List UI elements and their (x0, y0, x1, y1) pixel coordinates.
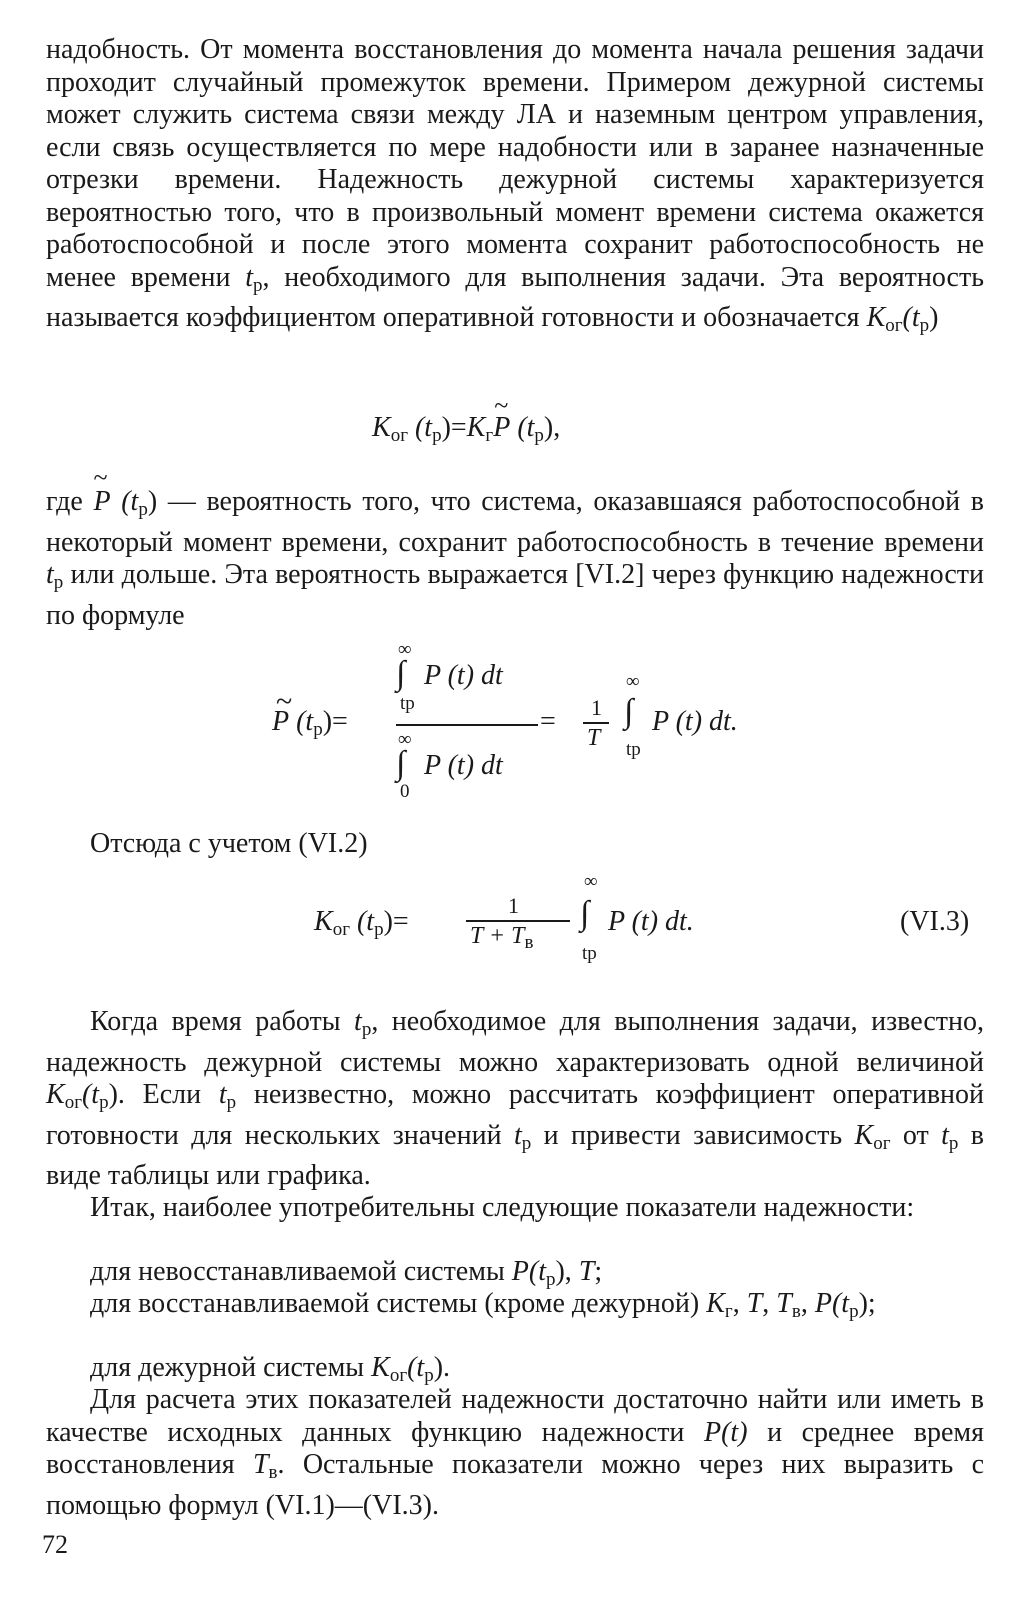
paragraph-6: Для расчета этих показателей надежности достаточно найти или иметь в качестве исходных данных функцию надежности P(t) и среднее время восстановления $T_в$. Остальные показатели можно через них выразить с помощью формул (VI.1)—(VI.3). (46, 1384, 984, 1521)
paragraph-2: где ~ P $(t_р)$ — вероятность того, что система, оказавшаяся работоспособной в некоторый момент времени, сохранит работоспособность в течение времени $t_р$ или дольше. Эта вероятность выражается [VI.2] через функцию надежности по формуле (46, 463, 985, 631)
list-item-restorable: для восстанавливаемой системы (кроме дежурной) $K_г$, T, $T_в$, $P(t_р)$; (90, 1288, 876, 1322)
paragraph-1: надобность. От момента восстановления до момента начала решения задачи проходит случайный промежуток времени. Примером дежурной системы может служить система связи между ЛА и наземным центром управления, если связь осуществляется по мере надобности или в заранее назначенные отрезки времени. Надежность дежурной системы характеризуется вероятностью того, что в произвольный момент времени система окажется работоспособной и после этого момента сохранит работоспособность не менее времени $t_р$, необходимого для выполнения задачи. Эта вероятность называется коэффициентом оперативной готовности и обозначается $K_{ог}(t_р)$ (46, 34, 984, 336)
paragraph-3: Отсюда с учетом (VI.2) (90, 828, 368, 859)
list-item-standby: для дежурной системы $K_{ог}(t_р)$. (90, 1352, 451, 1386)
list-item-non-restorable: для невосстанавливаемой системы $P(t_р)$, T; (90, 1256, 603, 1290)
equation-k-og: $K_{ог}$ $(t_р)=K_г$ ~ P $(t_р)$, (372, 391, 561, 446)
equation-number: (VI.3) (900, 906, 970, 937)
page-number: 72 (42, 1530, 68, 1559)
paragraph-4: Когда время работы $t_р$, необходимое для выполнения задачи, известно, надежность дежурной системы можно характеризовать одной величиной $K_{ог}(t_р)$. Если $t_р$ неизвестно, можно рассчитать коэффициент оперативной готовности для нескольких значений $t_р$ и привести зависимость $K_{ог}$ от $t_р$ в виде таблицы или графика. (46, 1006, 985, 1191)
book-page: надобность. От момента восстановления до момента начала решения задачи проходит случайный промежуток времени. Примером дежурной системы может служить система связи между ЛА и наземным центром управления, если связь осуществляется по мере надобности или в заранее назначенные отрезки времени. Надежность дежурной системы характеризуется вероятностью того, что в произвольный момент времени система окажется работоспособной и после этого момента сохранит работоспособность не менее времени $t_р$, необходимого для выполнения задачи. Эта вероятность называется коэффициентом оперативной готовности и обозначается $K_{ог}(t_р)$ $K_{ог}$ $(t_р)=K_г$ ~ P $(t_р)$, где ~ P $(t_р)$ — вероятность того, что система, оказавшаяся работоспособной в некоторый момент времени, сохранит работоспособность в течение времени $t_р$ или дольше. Эта вероятность выражается [VI.2] через функцию надежности по формуле ~ P $(t_р)=$ ∞ ∫ P (t) dt tр ∞ ∫ P (t) dt 0 = 1 T ∞ ∫ tр P (t) dt. Отсюда с учетом (VI.2) $K_{ог}$ $(t_р)=$ 1 $T + T_в$ ∞ ∫ tр P (t) dt. (VI.3) Когда время работы $t_р$, необходимое для выполнения задачи, известно, надежность дежурной системы можно характеризовать одной величиной $K_{ог}(t_р)$. Если $t_р$ неизвестно, можно рассчитать коэффициент оперативной готовности для нескольких значений $t_р$ и привести зависимость $K_{ог}$ от $t_р$ в виде таблицы или графика. Итак, наиболее употребительны следующие показатели надежности: для невосстанавливаемой системы $P(t_р)$, T; для восстанавливаемой системы (кроме дежурной) $K_г$, T, $T_в$, $P(t_р)$; для дежурной системы $K_{ог}(t_р)$. Для расчета этих показателей надежности достаточно найти или иметь в качестве исходных данных функцию надежности P(t) и среднее время восстановления $T_в$. Остальные показатели можно через них выразить с помощью формул (VI.1)—(VI.3). 72 (0, 0, 1030, 1600)
paragraph-5: Итак, наиболее употребительны следующие показатели надежности: (90, 1192, 915, 1223)
